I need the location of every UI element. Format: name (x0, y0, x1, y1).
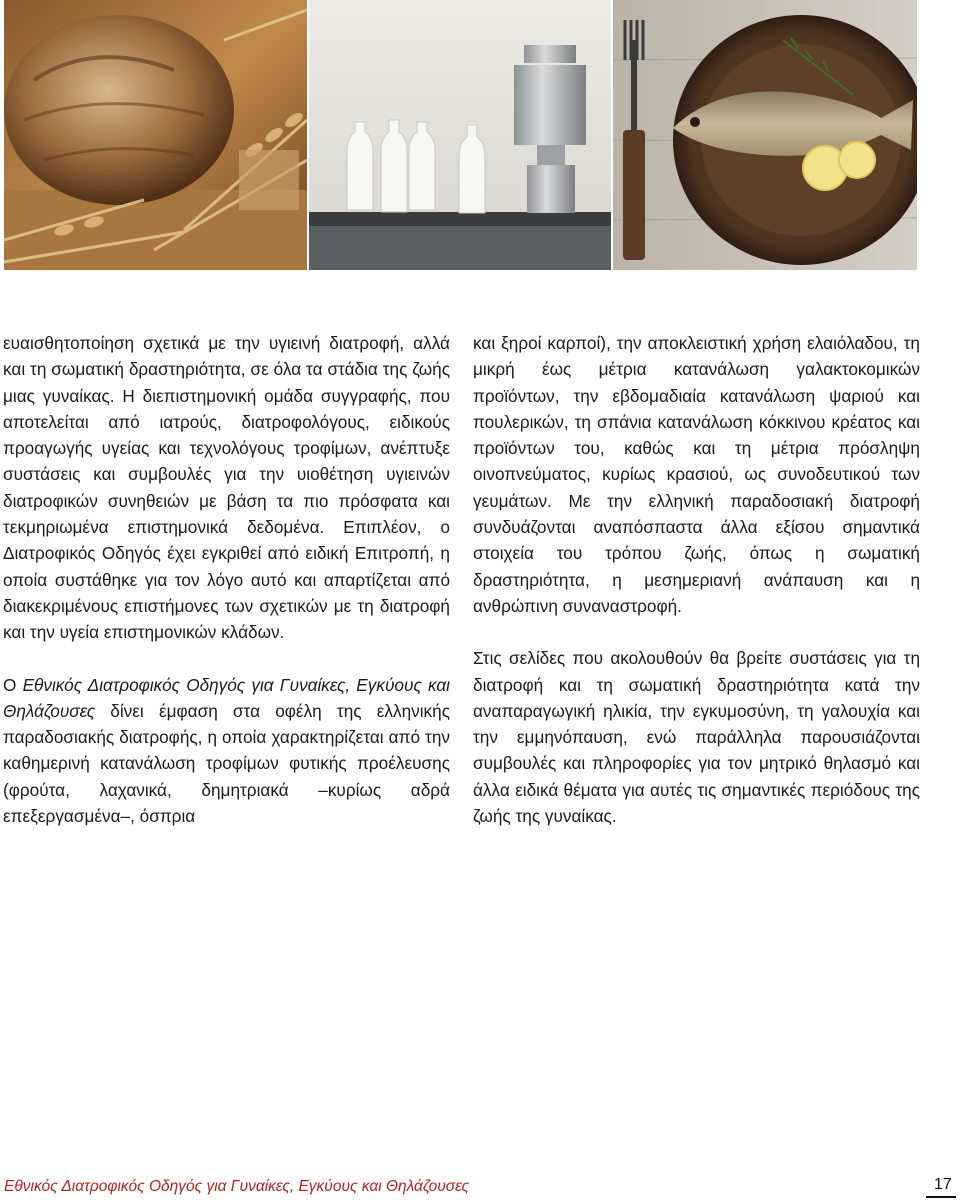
footer-title: Εθνικός Διατροφικός Οδηγός για Γυναίκες, Εγκύους και Θηλάζουσες (4, 1178, 470, 1195)
page-number: 17 (934, 1176, 952, 1193)
fish-plate-photo (613, 0, 917, 270)
body-paragraph: ευαισθητοποίηση σχετικά με την υγιεινή διατροφή, αλλά και τη σωματική δραστηριότητα, σε όλα τα στάδια της ζωής μιας γυναίκας. Η διεπιστημονική ομάδα συγγραφής, που αποτελείται από ιατρούς, διατροφολόγους, ειδικούς προαγωγής υγείας και τεχνολόγους τροφίμων, ανέπτυξε συστάσεις και συμβουλές για την υιοθέτηση υγιεινών διατροφικών συνηθειών με βάση τα πιο πρόσφατα και τεκμηριωμένα επιστημονικά δεδομένα. Επιπλέον, ο Διατροφικός Οδηγός έχει εγκριθεί από ειδική Επιτροπή, η οποία συστάθηκε για τον λόγο αυτό και απαρτίζεται από διακεκριμένους επιστήμονες των σχετικών με τη διατροφή και την υγεία επιστημονικών κλάδων. (3, 333, 450, 643)
photo-strip (0, 0, 960, 272)
right-text-column (473, 330, 920, 829)
page-number-rule (926, 1196, 956, 1198)
paragraph-text: δίνει έμφαση στα οφέλη της ελληνικής παραδοσιακής διατροφής, η οποία χαρακτηρίζεται από την καθημερινή κατανάλωση τροφίμων φυτικής προέλευσης (φρούτα, λαχανικά, δημητριακά –κυρίως αδρά επεξεργασμένα–, όσπρια (3, 700, 450, 827)
guide-title-italic: Εθνικός Διατροφικός Οδηγός για Γυναίκες, Εγκύους και Θηλάζουσες (3, 674, 450, 721)
body-paragraph (3, 672, 450, 830)
left-text-column (3, 330, 450, 829)
milk-bottles-photo (309, 0, 611, 270)
bread-and-wheat-photo (4, 0, 307, 270)
paragraph-lead: Ο (3, 674, 23, 695)
body-paragraph: και ξηροί καρποί), την αποκλειστική χρήση ελαιόλαδου, τη μικρή έως μέτρια κατανάλωση γαλακτοκομικών προϊόντων, την εβδομαδιαία κατανάλωση ψαριού και πουλερικών, τη σπάνια κατανάλωση κόκκινου κρέατος και προϊόντων του, καθώς και τη μέτρια πρόσληψη οινοπνεύματος, κυρίως κρασιού, ως συνοδευτικού των γευμάτων. Με την ελληνική παραδοσιακή διατροφή συνδυάζονται αναπόσπαστα άλλα εξίσου σημαντικά στοιχεία του τρόπου ζωής, όπως η σωματική δραστηριότητα, η μεσημεριανή ανάπαυση και η ανθρώπινη συναναστροφή. (473, 333, 920, 616)
body-paragraph: Στις σελίδες που ακολουθούν θα βρείτε συστάσεις για τη διατροφή και τη σωματική δραστηριότητα κατά την αναπαραγωγική ηλικία, την εγκυμοσύνη, τη γαλουχία και την εμμηνόπαυση, ενώ παράλληλα παρουσιάζονται συμβουλές και πληροφορίες για τον μητρικό θηλασμό και άλλα ειδικά θέματα για αυτές τις σημαντικές περιόδους της ζωής της γυναίκας. (473, 648, 920, 827)
